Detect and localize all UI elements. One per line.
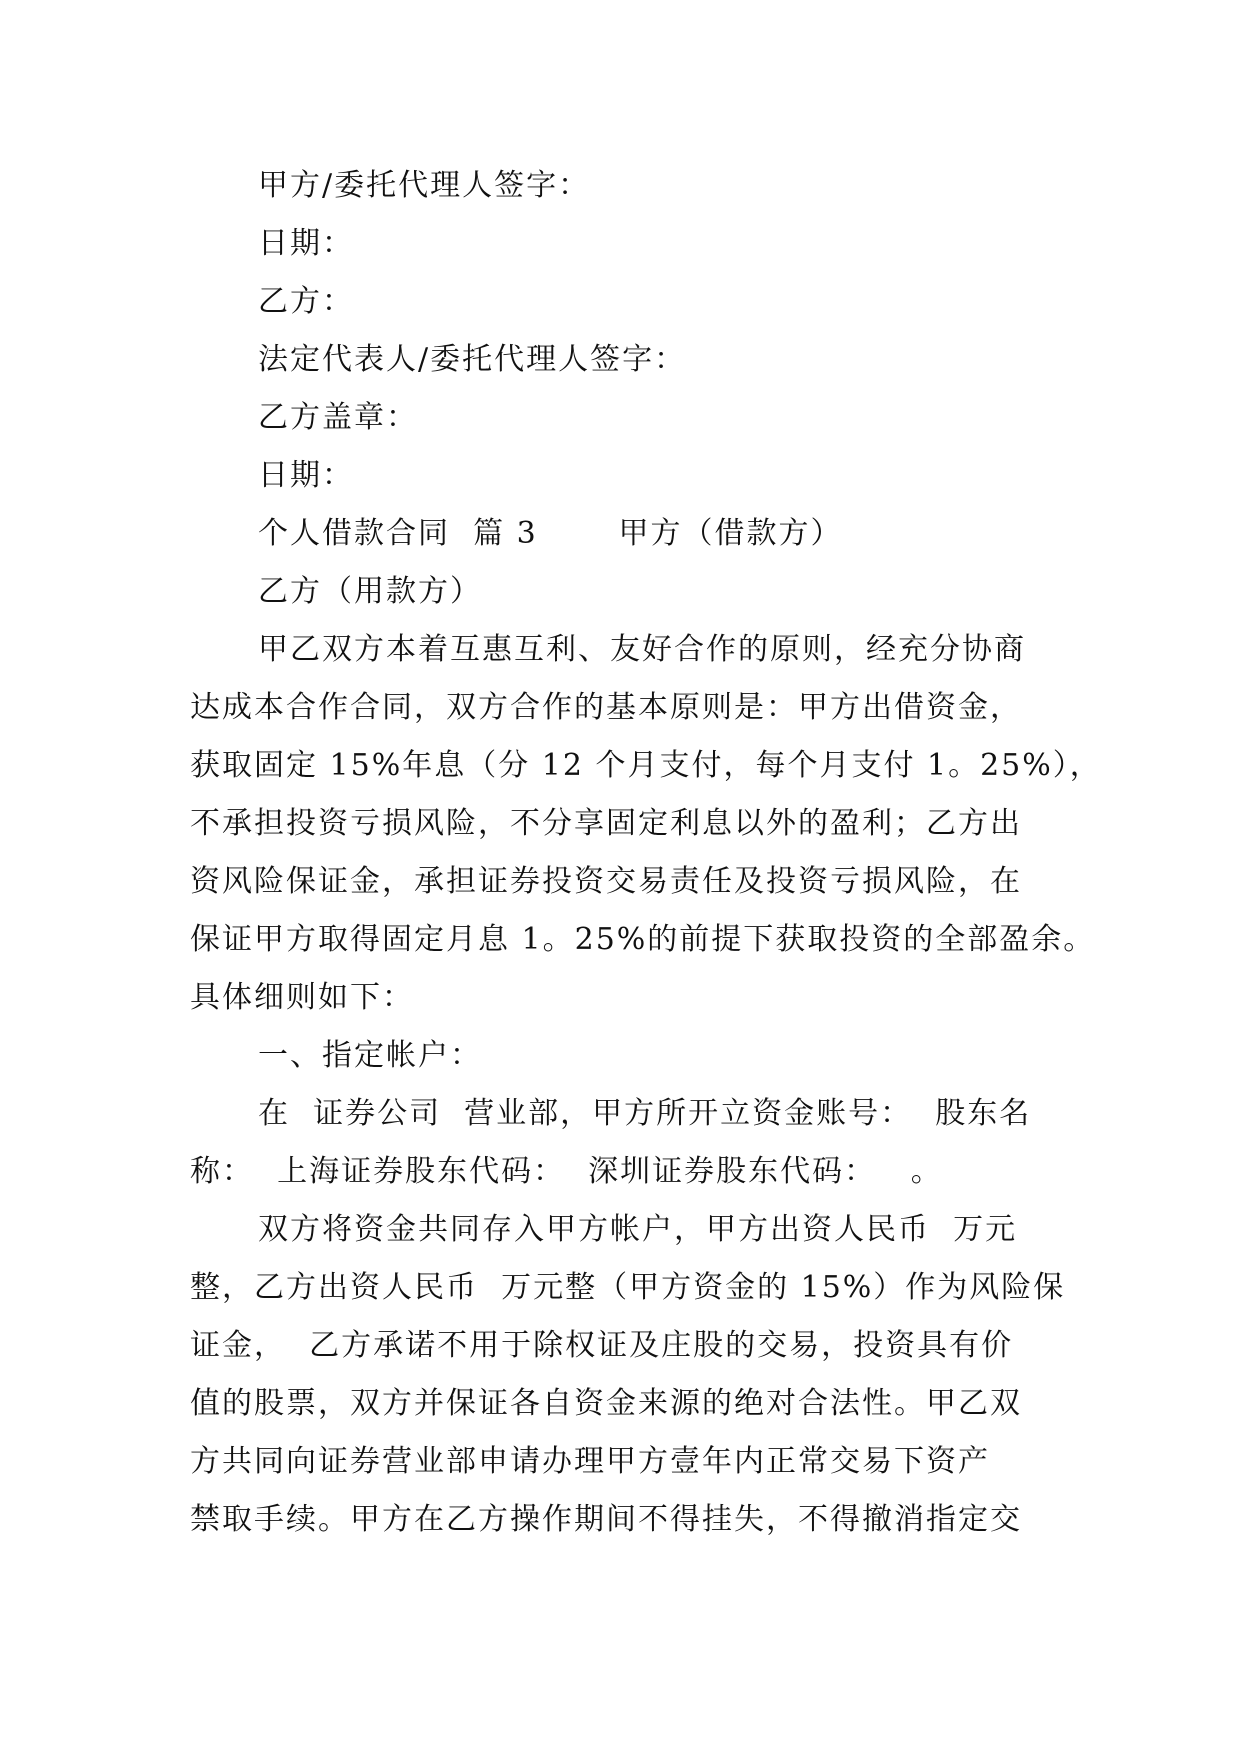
party-b-seal-line: 乙方盖章： bbox=[258, 400, 418, 435]
paragraph-line: 方共同向证券营业部申请办理甲方壹年内正常交易下资产 bbox=[190, 1444, 990, 1479]
legal-rep-signature-line: 法定代表人/委托代理人签字： bbox=[258, 342, 687, 377]
paragraph-line: 具体细则如下： bbox=[190, 980, 414, 1015]
paragraph-line: 在 证券公司 营业部，甲方所开立资金账号： 股东名 bbox=[258, 1096, 1032, 1131]
contract-heading-line: 个人借款合同 篇 3 甲方（借款方） bbox=[258, 516, 843, 551]
section-heading: 一、指定帐户： bbox=[258, 1038, 482, 1073]
party-b-date-line: 日期： bbox=[258, 458, 354, 493]
paragraph-line: 称： 上海证券股东代码： 深圳证券股东代码： 。 bbox=[190, 1154, 943, 1189]
paragraph-line: 资风险保证金，承担证券投资交易责任及投资亏损风险，在 bbox=[190, 864, 1022, 899]
paragraph-line: 不承担投资亏损风险，不分享固定利息以外的盈利；乙方出 bbox=[190, 806, 1022, 841]
borrower-line: 乙方（用款方） bbox=[258, 574, 482, 609]
paragraph-line: 禁取手续。甲方在乙方操作期间不得挂失，不得撤消指定交 bbox=[190, 1502, 1022, 1537]
paragraph-line: 证金， 乙方承诺不用于除权证及庄股的交易，投资具有价 bbox=[190, 1328, 1014, 1363]
paragraph-line: 保证甲方取得固定月息 1。25%的前提下获取投资的全部盈余。 bbox=[190, 922, 1096, 957]
paragraph-line: 值的股票，双方并保证各自资金来源的绝对合法性。甲乙双 bbox=[190, 1386, 1022, 1421]
party-b-line: 乙方： bbox=[258, 284, 354, 319]
paragraph-line: 整，乙方出资人民币 万元整（甲方资金的 15%）作为风险保 bbox=[190, 1270, 1066, 1305]
paragraph-line: 双方将资金共同存入甲方帐户，甲方出资人民币 万元 bbox=[258, 1212, 1018, 1247]
paragraph-line: 甲乙双方本着互惠互利、友好合作的原则，经充分协商 bbox=[258, 632, 1026, 667]
party-a-signature-line: 甲方/委托代理人签字： bbox=[258, 168, 591, 203]
paragraph-line: 达成本合作合同，双方合作的基本原则是：甲方出借资金， bbox=[190, 690, 1022, 725]
party-a-date-line: 日期： bbox=[258, 226, 354, 261]
paragraph-line: 获取固定 15%年息（分 12 个月支付，每个月支付 1。25%）， bbox=[190, 748, 1102, 783]
